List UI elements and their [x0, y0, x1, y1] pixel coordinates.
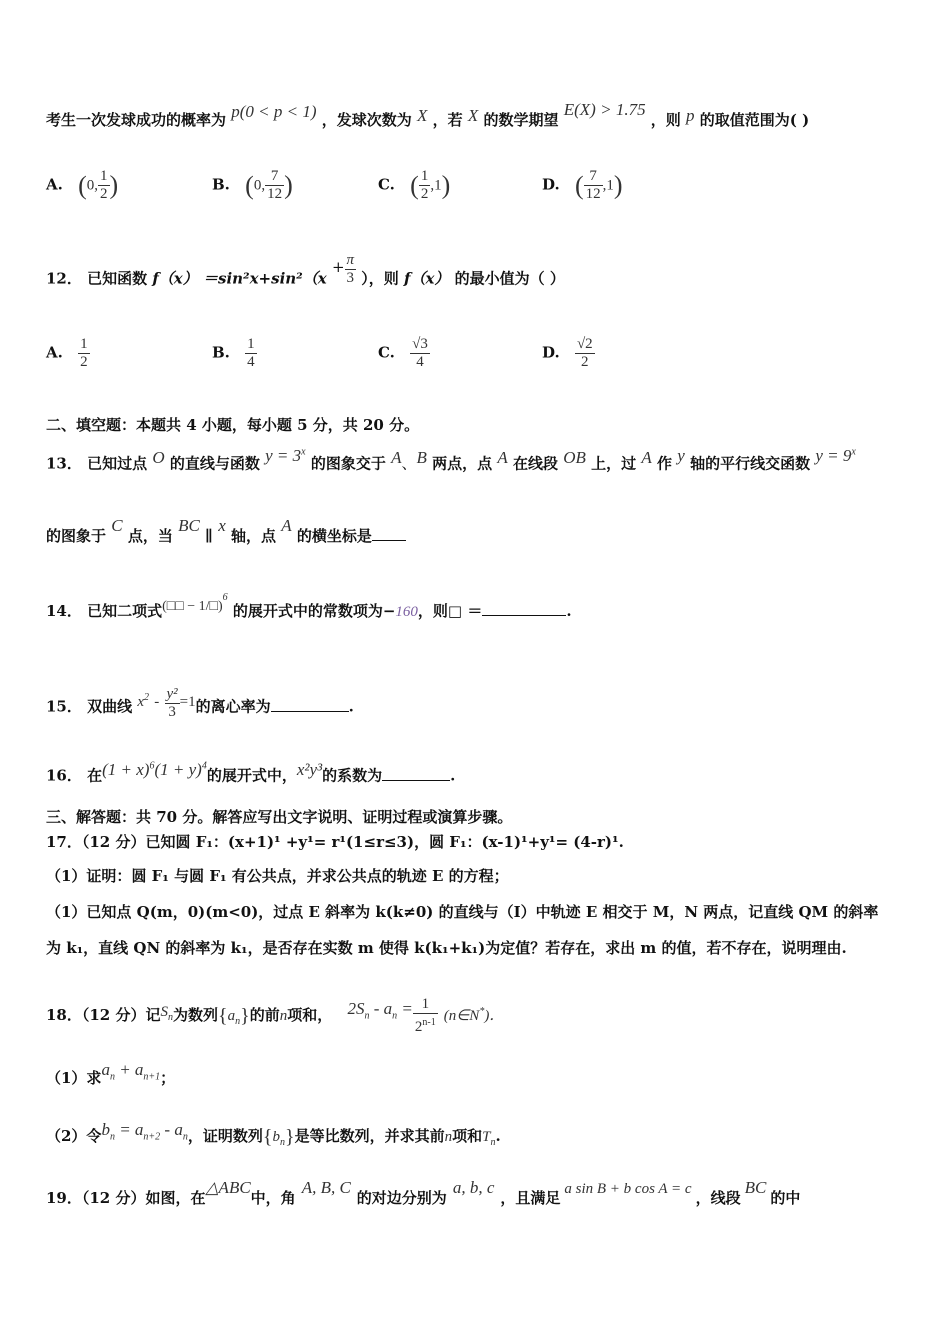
q15-num: y² — [166, 686, 178, 702]
q16-text: 的系数为 — [322, 766, 383, 785]
answer-blank[interactable] — [482, 601, 566, 616]
q16-expr: (1 + x) — [102, 759, 150, 779]
q18-line-1: 18．（12 分）记$S_n$为数列$\{a_n\}$的前n项和， $2S_n - a_n$ = $\frac{1}{2^{n-1}}$ (n∈N*)． — [46, 996, 505, 1035]
q19-text: ，且满足 — [500, 1189, 561, 1207]
q14-text: 的展开式中的常数项为− — [232, 602, 396, 620]
q19-angles: A, B, C — [301, 1178, 351, 1197]
q12-expr: ＝sin²x+sin²（x — [203, 269, 327, 288]
question-number: 16． — [46, 766, 82, 785]
q18-sub: n — [182, 1131, 188, 1143]
option-den: 2 — [420, 186, 429, 202]
q18-sub: n — [364, 1010, 370, 1022]
q18-expr: - a — [369, 999, 393, 1018]
pi-den: 3 — [346, 270, 355, 286]
q19-line — [46, 1178, 801, 1209]
option-den: 12 — [267, 186, 283, 202]
q18-sub: n — [109, 1071, 115, 1083]
q18-expr: = a — [114, 1120, 144, 1139]
q12-line — [46, 252, 565, 297]
section-fill-in-heading: 二、填空题：本题共 4 小题，每小题 5 分，共 20 分。 — [46, 416, 420, 434]
q18-expr: + a — [114, 1060, 144, 1079]
section-solution-heading: 三、解答题：共 70 分。解答应写出文字说明、证明过程或演算步骤。 — [46, 808, 513, 826]
q18-num: 1 — [413, 996, 438, 1014]
option-num: 1 — [100, 168, 108, 184]
option-value: 0, — [253, 177, 266, 194]
q18-sub: n+1 — [143, 1071, 161, 1083]
q18-cond-exp: * — [479, 1006, 485, 1017]
q18-b: b — [272, 1129, 280, 1145]
q16-exp: 6 — [149, 760, 155, 771]
q17-line-3: （1）已知点 Q(m，0)(m<0)，过点 E 斜率为 k(k≠0) 的直线与（Ⅰ）中轨迹 E 相交于 M，N 两点，记直线 QM 的斜率 — [46, 903, 879, 921]
q14-end: . — [566, 602, 572, 620]
q18-sub: n — [109, 1131, 115, 1143]
q13-line-1 — [46, 445, 856, 474]
q13-point: A — [497, 447, 508, 467]
q18-expr: 2S — [347, 999, 365, 1018]
option-den: 12 — [585, 186, 601, 202]
q16-end: . — [450, 766, 456, 785]
q11-text: ，则 — [650, 111, 681, 129]
q14-exp: 6 — [222, 592, 228, 603]
q11-text: 的取值范围为( ) — [699, 111, 810, 129]
q18-sub: n — [167, 1012, 173, 1023]
q19-text: （12 分）如图，在 — [81, 1189, 206, 1207]
q13-text: 轴，点 — [231, 527, 277, 545]
q11-X: X — [467, 106, 479, 125]
q12-option-c — [378, 336, 430, 371]
q15-end: . — [348, 697, 354, 716]
option-label: A. — [46, 175, 63, 194]
option-label: C. — [378, 175, 395, 194]
q18-end: ； — [160, 1069, 176, 1087]
q15-den: 3 — [168, 704, 176, 720]
q13-func: y = 3 — [265, 445, 302, 465]
q12-option-a — [46, 336, 90, 371]
q11-text: ，若 — [432, 111, 463, 129]
q19-text: 的对边分别为 — [356, 1189, 447, 1207]
q18-line-3: （2）令$b_n = a_{n+2} - a_n$，证明数列$\{b_n\}$是等比数列，并求其前n项和$T_n$. — [46, 1120, 501, 1148]
q14-value: 160 — [395, 604, 418, 620]
q11-text: ，发球次数为 — [321, 111, 412, 129]
q19-text: 的中 — [770, 1189, 801, 1207]
q15-minus: - — [154, 693, 160, 710]
q13-func: y = 9 — [815, 445, 852, 465]
q18-text: 项和 — [452, 1127, 483, 1145]
q19-text: ，线段 — [695, 1189, 741, 1207]
q12-option-d — [542, 336, 595, 371]
q19-triangle: △ABC — [205, 1178, 251, 1197]
q18-line-2 — [46, 1060, 176, 1095]
answer-blank[interactable] — [372, 526, 406, 541]
q13-text: 轴的平行线交函数 — [690, 454, 811, 473]
option-label: B. — [212, 175, 230, 194]
q19-text: 中，角 — [250, 1189, 296, 1207]
option-label: B. — [212, 343, 230, 362]
q18-sub: n — [490, 1137, 496, 1148]
q13-text: 在线段 — [513, 454, 559, 473]
option-den: 4 — [247, 354, 255, 370]
q18-b: b — [101, 1120, 110, 1139]
answer-blank[interactable] — [382, 766, 450, 781]
q16-text: 在 — [87, 766, 103, 785]
q18-T: T — [482, 1129, 491, 1145]
q18-text: 项和， — [287, 1006, 333, 1024]
q13-text: 两点，点 — [432, 454, 493, 473]
q12-func: f（x） — [152, 269, 198, 288]
q13-text: 作 — [657, 454, 673, 473]
option-num: √2 — [576, 336, 593, 352]
q18-n: n — [444, 1129, 453, 1145]
q18-cond: (n∈N — [443, 1008, 480, 1024]
q15-line: 15． 双曲线 $x^2$ - $\frac{\text{y²}}{3}$ =1的离心率为 . — [46, 686, 354, 720]
q18-expr: a — [101, 1060, 110, 1079]
q17-line-2: （1）证明：圆 F₁ 与圆 F₁ 有公共点，并求公共点的轨迹 E 的方程； — [46, 867, 509, 885]
q17-line-1: 17．（12 分）已知圆 F₁：(x+1)¹ +y¹= r¹(1≤r≤3)，圆 F₁：(x-1)¹+y¹= (4-r)¹. — [46, 833, 624, 851]
option-den: 2 — [80, 354, 88, 370]
q18-text: 的前 — [249, 1006, 280, 1024]
q13-text: 已知过点 — [87, 454, 148, 473]
q11-p: p — [686, 106, 695, 125]
q18-a: a — [227, 1008, 236, 1024]
question-number: 15． — [46, 697, 82, 716]
q19-sides: a, b, c — [452, 1178, 495, 1197]
q14-binomial: (□□ − 1/□) — [162, 599, 223, 614]
option-num: √3 — [412, 336, 428, 352]
q12-text: 已知函数 — [87, 269, 148, 288]
q18-text: 为数列 — [172, 1006, 218, 1024]
q11-option-c: C. ( $\frac{1}{2}$ ,1) — [378, 168, 451, 202]
q13-point: B — [416, 447, 427, 467]
q13-text: 的图象交于 — [310, 454, 386, 473]
q16-text: 的展开式中， — [206, 766, 297, 785]
q13-axis: y — [677, 445, 685, 465]
q11-option-d: D. ( $\frac{7}{12}$ ,1) — [542, 168, 623, 202]
q11-X: X — [417, 106, 428, 125]
q19-segment: BC — [744, 1178, 767, 1197]
question-number: 18． — [46, 1006, 82, 1024]
q19-condition: a sin B + b cos A = c — [564, 1181, 692, 1197]
q18-n: n — [279, 1008, 288, 1024]
question-number: 12． — [46, 269, 82, 288]
q11-option-b: B. (0, $\frac{7}{12}$ ) — [212, 168, 293, 202]
q15-text: 的离心率为 — [195, 697, 271, 716]
q18-expr: - a — [160, 1120, 183, 1139]
answer-blank[interactable] — [271, 697, 349, 712]
question-number: 19． — [46, 1189, 82, 1207]
q12-option-b — [212, 336, 257, 371]
q18-sub: n+2 — [143, 1131, 161, 1143]
q13-text: 的图象于 — [46, 527, 107, 545]
q18-text: （1）求 — [46, 1069, 102, 1087]
pi-num: π — [346, 252, 355, 268]
question-number: 14． — [46, 602, 82, 620]
q13-exp: x — [301, 446, 306, 457]
q18-S: S — [160, 1004, 168, 1020]
q11-expectation: E(X) > 1.75 — [563, 100, 646, 119]
q16-line — [46, 759, 456, 786]
q18-cond-end: )． — [484, 1008, 505, 1024]
option-num: 7 — [584, 168, 603, 186]
q18-text: （12 分）记 — [81, 1006, 161, 1024]
option-den: 2 — [581, 354, 589, 370]
q16-expr: (1 + y) — [154, 759, 202, 779]
q13-point: A — [391, 447, 402, 467]
parallel-symbol: ∥ — [205, 527, 213, 545]
q18-sub: n — [235, 1016, 241, 1027]
q17-line-4: 为 k₁，直线 QN 的斜率为 k₁，是否存在实数 m 使得 k(k₁+k₁)为定值？若存在，求出 m 的值，若不存在，说明理由. — [46, 939, 847, 957]
q11-p-condition: p(0 < p < 1) — [231, 102, 317, 121]
q18-sub: n — [279, 1137, 285, 1148]
q18-end: . — [495, 1127, 501, 1145]
option-den: 2 — [100, 186, 108, 202]
option-value: ,1 — [602, 177, 614, 194]
option-label: D. — [542, 175, 560, 194]
q12-func: f（x） — [404, 269, 450, 288]
q13-text: 的横坐标是 — [296, 527, 372, 545]
q18-text: （2）令 — [46, 1127, 102, 1145]
q15-text: 双曲线 — [87, 697, 133, 716]
q13-line-2 — [46, 516, 406, 546]
option-label: C. — [378, 343, 395, 362]
q14-text: 已知二项式 — [87, 602, 163, 620]
q18-eq: = — [397, 999, 413, 1018]
q18-den-exp: n-1 — [422, 1017, 436, 1028]
q13-point: O — [152, 447, 165, 467]
q13-segment: BC — [178, 516, 200, 535]
option-value: ,1 — [430, 177, 442, 194]
q15-eq: =1 — [179, 693, 196, 710]
q13-point: A — [641, 447, 652, 467]
q11-text: 考生一次发球成功的概率为 — [46, 111, 227, 129]
q15-x: x — [137, 693, 145, 710]
q13-point: A — [281, 516, 292, 535]
q11-line — [46, 100, 810, 130]
q13-text: 上，过 — [591, 454, 637, 473]
q18-sub: n — [392, 1010, 398, 1022]
q12-plus: + — [331, 257, 345, 276]
option-label: D. — [542, 343, 560, 362]
q13-exp: x — [851, 446, 856, 457]
q13-text: 点，当 — [127, 527, 173, 545]
q18-text: 是等比数列，并求其前 — [294, 1127, 445, 1145]
q13-segment: OB — [563, 447, 586, 467]
option-den: 4 — [416, 354, 424, 370]
q14-text: ，则□ ＝ — [417, 602, 483, 620]
q16-exp: 4 — [201, 760, 207, 771]
q11-option-a: A. (0, $\frac{1}{2}$ ) — [46, 168, 119, 202]
q18-text: ，证明数列 — [187, 1127, 263, 1145]
q13-point: C — [111, 516, 123, 535]
option-num: 1 — [80, 336, 88, 352]
q13-axis: x — [218, 516, 226, 535]
q12-text: 的最小值为（ ） — [454, 269, 565, 288]
q16-term: x²y³ — [296, 759, 323, 779]
q13-text: 的直线与函数 — [169, 454, 260, 473]
question-number: 13． — [46, 454, 82, 473]
option-num: 1 — [420, 168, 429, 184]
option-label: A. — [46, 343, 63, 362]
option-num: 1 — [247, 336, 255, 352]
q11-text: 的数学期望 — [483, 111, 559, 129]
option-value: 0, — [86, 177, 99, 194]
q12-text: ），则 — [361, 269, 399, 288]
q13-sep: 、 — [401, 454, 417, 473]
option-num: 7 — [265, 168, 284, 186]
q18-den: 2 — [414, 1019, 423, 1035]
q14-line — [46, 592, 572, 623]
